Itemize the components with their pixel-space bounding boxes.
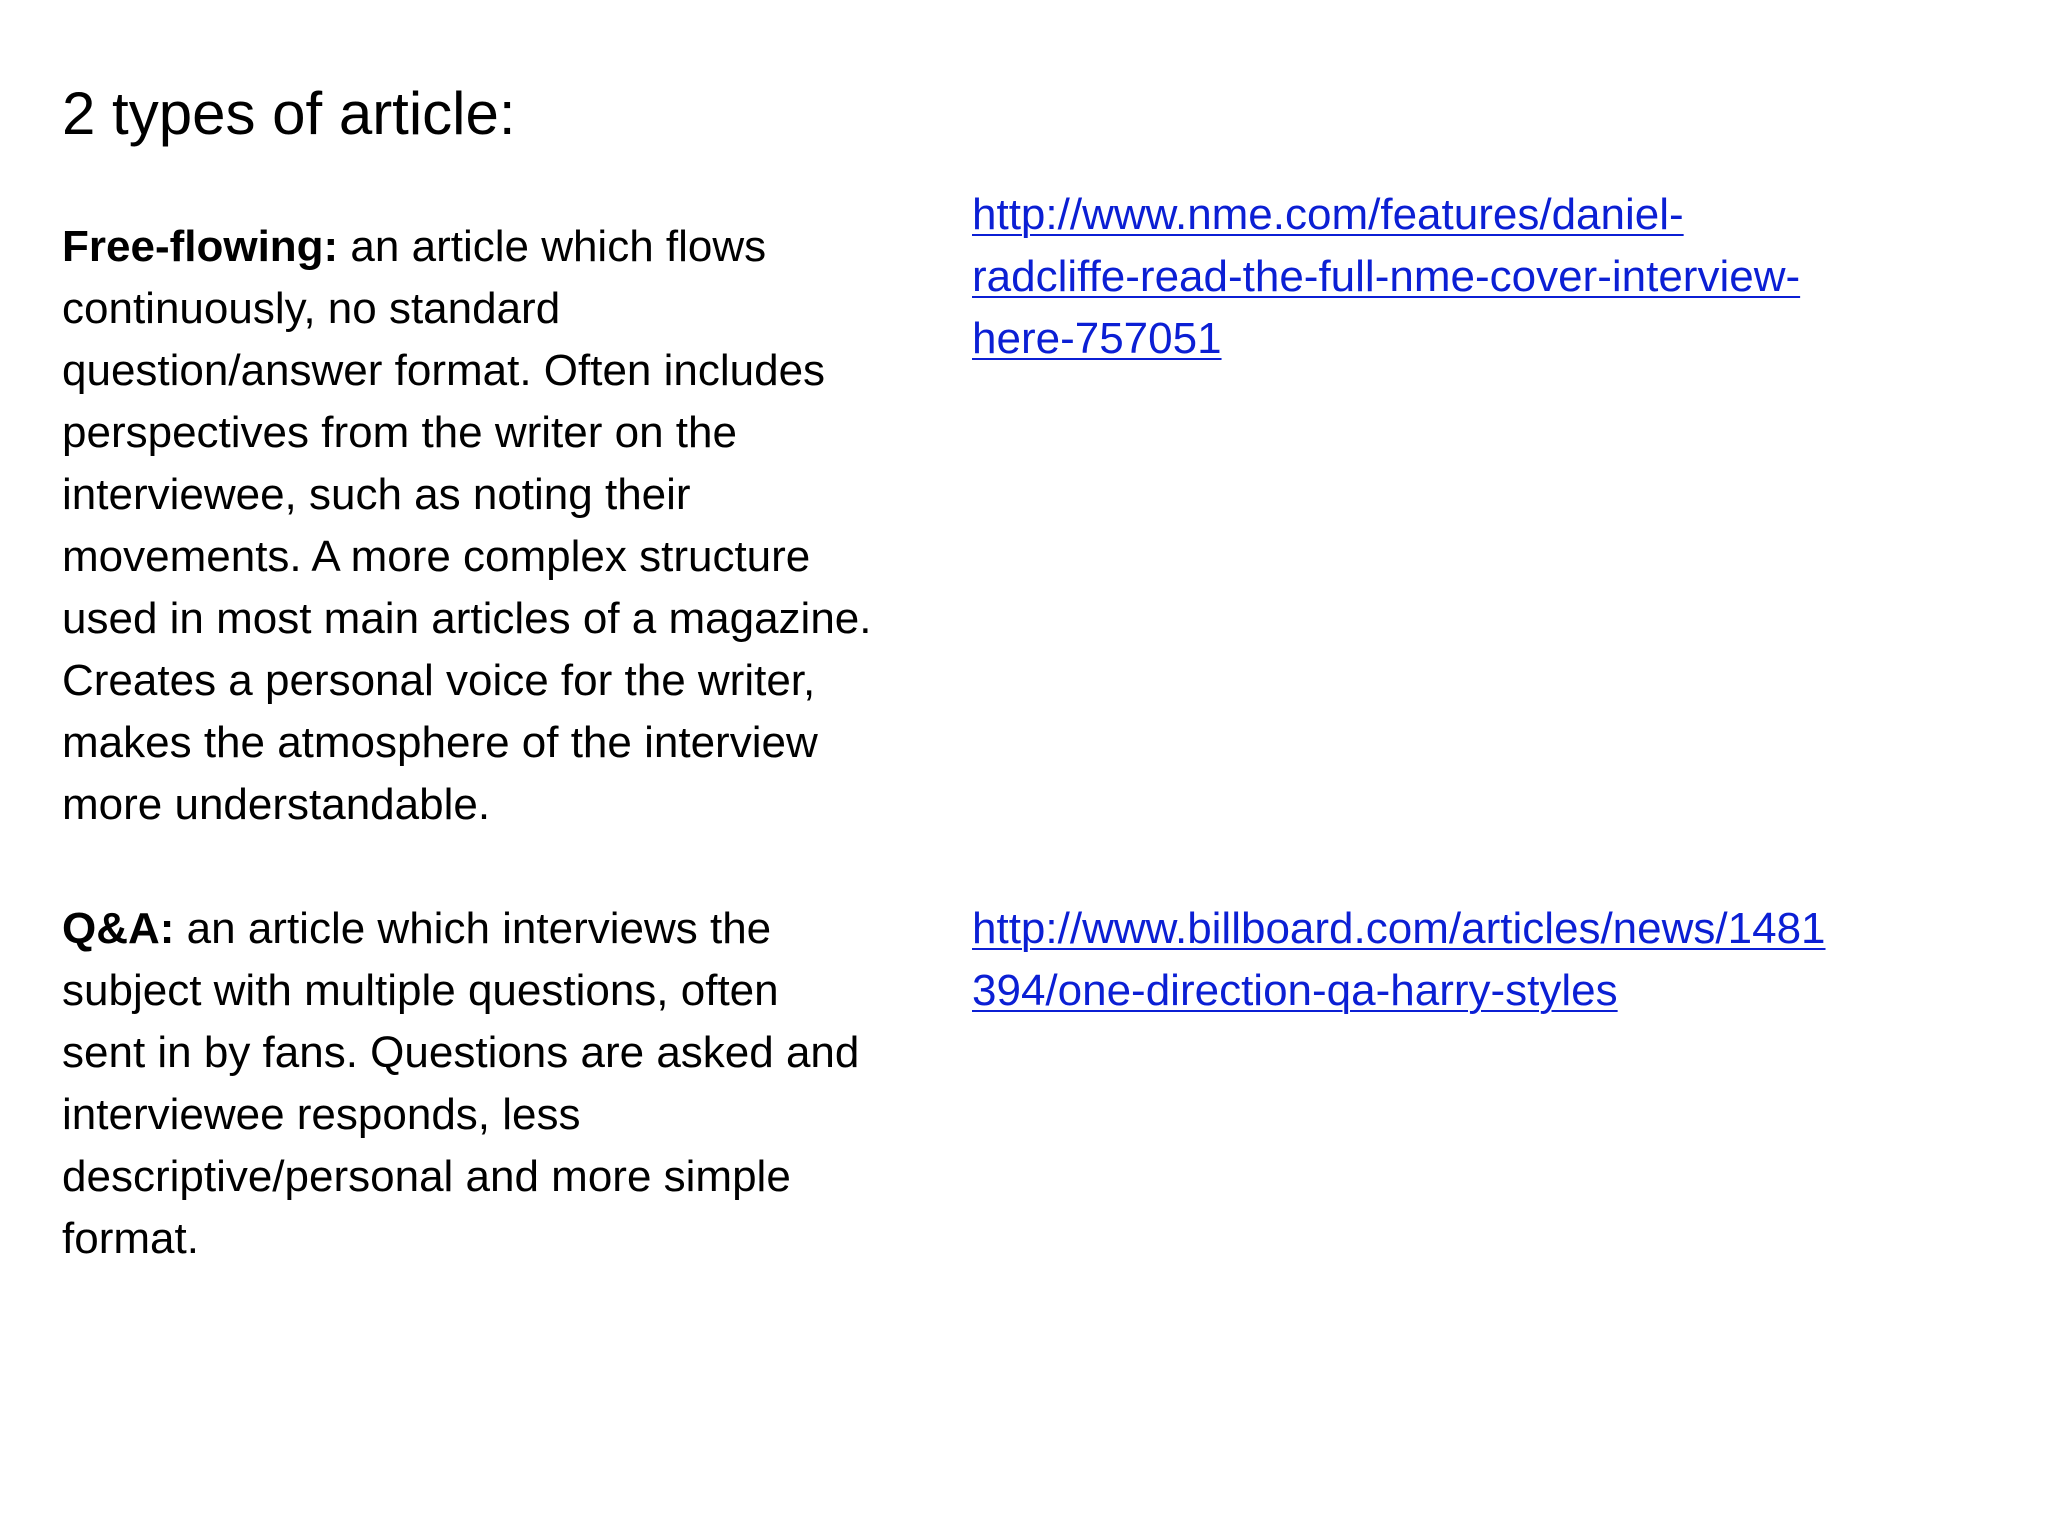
- slide-title: 2 types of article:: [62, 80, 516, 147]
- qa-line: sent in by fans. Questions are asked and: [62, 1028, 860, 1077]
- nme-interview-link[interactable]: [972, 184, 1982, 370]
- free-flowing-line: an article which flows: [338, 222, 767, 271]
- billboard-interview-link[interactable]: [972, 898, 1982, 1022]
- free-flowing-line: used in most main articles of a magazine.: [62, 594, 872, 643]
- link-line: here-757051: [972, 314, 1222, 363]
- link-line: 394/one-direction-qa-harry-styles: [972, 966, 1618, 1015]
- qa-line: interviewee responds, less: [62, 1090, 581, 1139]
- free-flowing-line: more understandable.: [62, 780, 491, 829]
- free-flowing-line: interviewee, such as noting their: [62, 470, 691, 519]
- free-flowing-line: question/answer format. Often includes: [62, 346, 826, 395]
- free-flowing-line: makes the atmosphere of the interview: [62, 718, 818, 767]
- link-line: http://www.billboard.com/articles/news/1481: [972, 904, 1826, 953]
- qa-line: descriptive/personal and more simple: [62, 1152, 791, 1201]
- qa-description: [62, 898, 942, 1270]
- link-line: http://www.nme.com/features/daniel-: [972, 190, 1684, 239]
- free-flowing-description: [62, 216, 942, 836]
- qa-line: an article which interviews the: [174, 904, 772, 953]
- link-line: radcliffe-read-the-full-nme-cover-interview-: [972, 252, 1801, 301]
- free-flowing-line: perspectives from the writer on the: [62, 408, 737, 457]
- free-flowing-term: Free-flowing:: [62, 222, 339, 271]
- free-flowing-line: movements. A more complex structure: [62, 532, 811, 581]
- qa-line: subject with multiple questions, often: [62, 966, 779, 1015]
- free-flowing-line: continuously, no standard: [62, 284, 561, 333]
- free-flowing-line: Creates a personal voice for the writer,: [62, 656, 816, 705]
- qa-line: format.: [62, 1214, 199, 1263]
- qa-term: Q&A:: [62, 904, 175, 953]
